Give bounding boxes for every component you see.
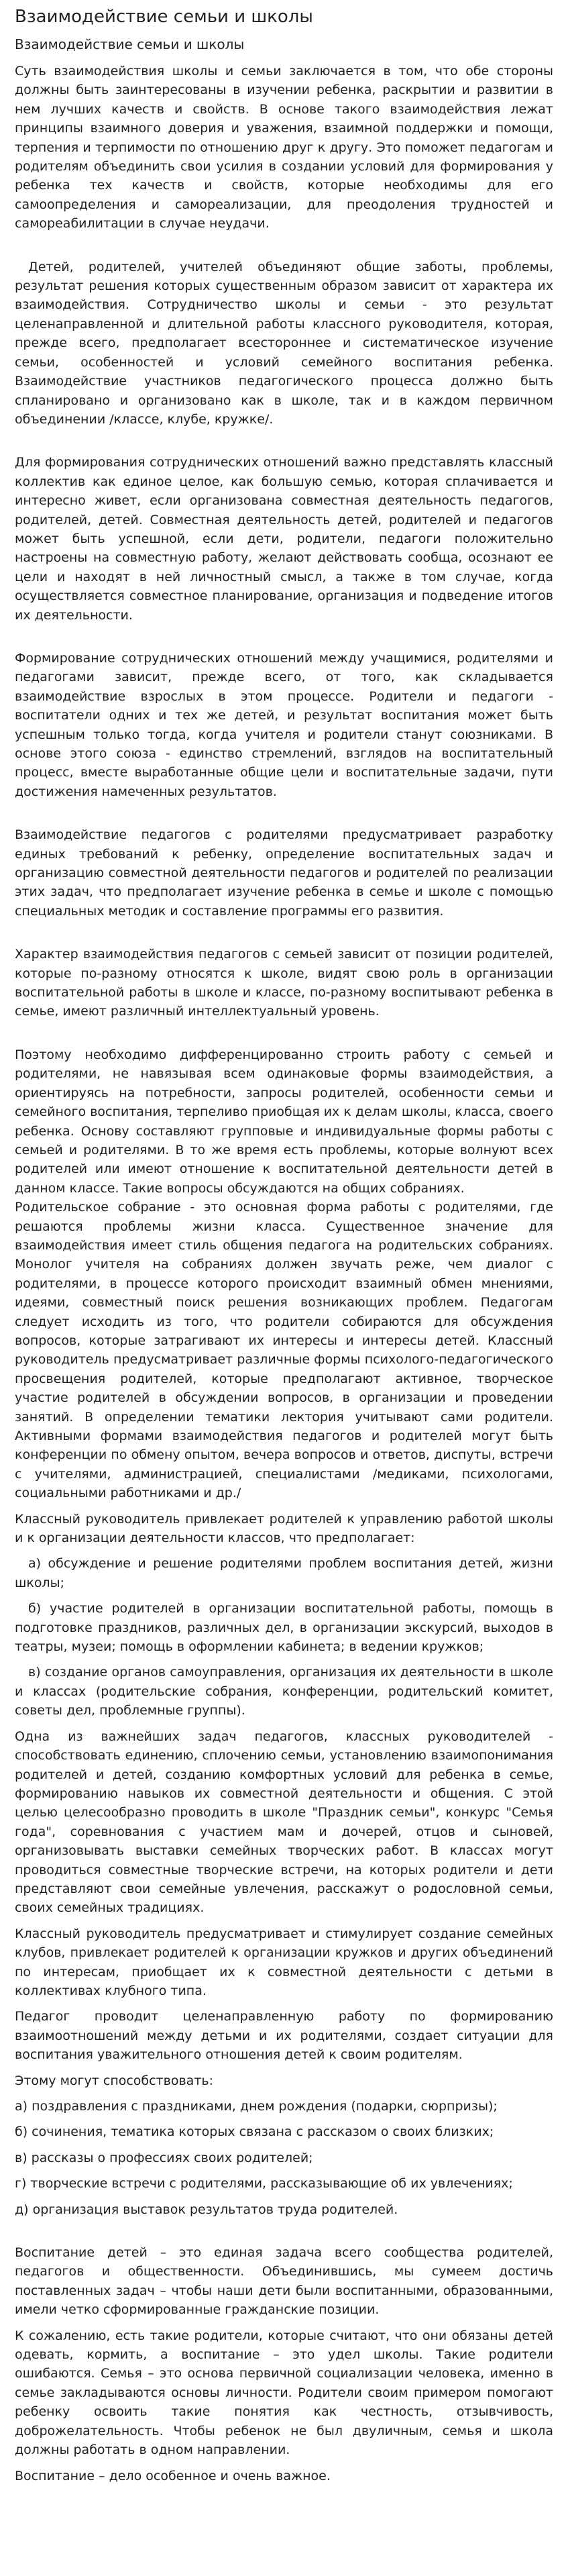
paragraph: Одна из важнейших задач педагогов, классных руководителей - способствовать единению, сплочению семьи, установлению взаимопонимания родителей и детей, созданию комфортных условий для ребенка в семье, формированию навыков их совместной деятельности и общения. С этой целью целесообразно проводить в школе "Праздник семьи", конкурс "Семья года", соревнования с участием мам и дочерей, отцов и сыновей, организовывать выставки семейных творческих работ. В классах могут проводиться совместные творческие встречи, на которых родители и дети представляют свои семейные увлечения, расскажут о родословной семьи, своих семейных традициях. [15,1729,553,1916]
paragraph: б) сочинения, тематика которых связана с рассказом о своих близких; [15,2124,494,2140]
paragraph: г) творческие встречи с родителями, рассказывающие об их увлечениях; [15,2176,513,2192]
paragraph: а) поздравления с праздниками, днем рождения (подарки, сюрпризы); [15,2099,498,2114]
paragraph: Характер взаимодействия педагогов с семьей зависит от позиции родителей, которые по-разному относятся к школе, видят свою роль в организации воспитательной работы в школе и классе, по-разному воспитывают ребенка в семье, имеют различный интеллектуальный уровень. [15,947,553,1019]
paragraph: К сожалению, есть такие родители, которые считают, что они обязаны детей одевать, кормить, а воспитание – это удел школы. Такие родители ошибаются. Семья – это основа первичной социализации человека, именно в семье закладываются основы личности. Родители своим примером помогают ребенку освоить такие понятия как честность, отзывчивость, доброжелательность. Чтобы ребенок не был двуличным, семья и школа должны работать в одном направлении. [15,2328,553,2458]
page-title: Взаимодействие семьи и школы [15,7,313,27]
paragraph: Классный руководитель предусматривает и стимулирует создание семейных клубов, привлекает родителей к организации кружков и других объединений по интересам, приобщает их к совместной деятельности с детьми в коллективах клубного типа. [15,1926,553,1998]
paragraph: Для формирования сотруднических отношений важно представлять классный коллектив как единое целое, как большую семью, которая сплачивается и интересно живет, если организована совместная деятельность педагогов, родителей, детей. Совместная деятельность детей, родителей и педагогов может быть успешной, если дети, родители, педагоги положительно настроены на совместную работу, желают действовать сообща, осознают ее цели и находят в ней личностный смысл, а также в том случае, когда осуществляется совместное планирование, организация и подведение итогов их деятельности. [15,455,553,623]
paragraph: Поэтому необходимо дифференцированно строить работу с семьей и родителями, не навязывая всем одинаковые формы взаимодействия, а ориентируясь на потребности, запросы родителей, особенности семьи и семейного воспитания, терпеливо приобщая их к делам школы, класса, своего ребенка. Основу составляют групповые и индивидуальные формы работы с семьей и родителями. В то же время есть проблемы, которые волнуют всех родителей или имеют отношение к воспитательной деятельности детей в данном классе. Такие вопросы обсуждаются на общих собраниях. Родительское собрание - это основная форма работы с родителями, где решаются проблемы жизни класса. Существенное значение для взаимодействия имеет стиль общения педагога на родительских собраниях. Монолог учителя на собраниях должен звучать реже, чем диалог с родителями, в процессе которого происходит взаимный обмен мнениями, идеями, совместный поиск решения возникающих проблем. Педагогам следует исходить из того, что родители собираются для обсуждения вопросов, которые затрагивают их интересы и интересы детей. Классный руководитель предусматривает различные формы психолого-педагогического просвещения родителей, которые предполагают активное, творческое участие родителей в обсуждении вопросов, в организации и проведении занятий. В определении тематики лектория учитывают сами родители. Активными формами взаимодействия педагогов и родителей могут быть конференции по обмену опытом, вечера вопросов и ответов, диспуты, встречи с учителями, администрацией, специалистами /медиками, психологами, социальными работниками и др./ [15,1047,553,1501]
paragraph: Педагог проводит целенаправленную работу по формированию взаимоотношений между детьми и их родителями, создает ситуации для воспитания уважительного отношения детей к своим родителям. [15,2009,553,2063]
paragraph: Детей, родителей, учителей объединяют общие заботы, проблемы, результат решения которых существенным образом зависит от характера их взаимодействия. Сотрудничество школы и семьи - это результат целенаправленной и длительной работы классного руководителя, которая, прежде всего, предполагает всестороннее и систематическое изучение семьи, особенностей и условий семейного воспитания ребенка. Взаимодействие участников педагогического процесса должно быть спланировано и организовано как в школе, так и в каждом первичном объединении /классе, клубе, кружке/. [15,259,553,427]
paragraph: Этому могут способствовать: [15,2073,213,2088]
paragraph: Суть взаимодействия школы и семьи заключается в том, что обе стороны должны быть заинтересованы в изучении ребенка, раскрытии и развитии в нем лучших качеств и свойств. В основе такого взаимодействия лежат принципы взаимного доверия и уважения, взаимной поддержки и помощи, терпения и терпимости по отношению друг к другу. Это поможет педагогам и родителям объединить свои усилия в создании условий для формирования у ребенка тех качеств и свойств, которые необходимы для его самоопределения и самореализации, для преодоления трудностей и самореабилитации в случае неудачи. [15,64,553,231]
paragraph: в) рассказы о профессиях своих родителей; [15,2150,313,2165]
paragraph: Формирование сотруднических отношений между учащимися, родителями и педагогами зависит, прежде всего, от того, как складывается взаимодействие взрослых в этом процессе. Родители и педагоги - воспитатели одних и тех же детей, и результат воспитания может быть успешным только тогда, когда учителя и родители станут союзниками. В основе этого союза - единство стремлений, взглядов на воспитательный процесс, вместе выработанные общие цели и воспитательные задачи, пути достижения намеченных результатов. [15,650,553,799]
article-body [15,62,553,2485]
paragraph: в) создание органов самоуправления, организация их деятельности в школе и классах (родительские собрания, конференции, родительский комитет, советы дел, проблемные группы). [15,1665,553,1718]
paragraph: Взаимодействие педагогов с родителями предусматривает разработку единых требований к ребенку, определение воспитательных задач и организацию совместной деятельности педагогов и родителей по реализации этих задач, что предполагает изучение ребенка в семье и школе с помощью специальных методик и составление программы его развития. [15,827,553,919]
paragraph: д) организация выставок результатов труда родителей. [15,2202,398,2217]
paragraph: Воспитание – дело особенное и очень важное. [15,2468,331,2483]
page-subtitle: Взаимодействие семьи и школы [15,36,245,52]
paragraph: б) участие родителей в организации воспитательной работы, помощь в подготовке праздников, различных дел, в организации экскурсий, выходов в театры, музеи; помощь в оформлении кабинета; в ведении кружков; [15,1601,553,1655]
paragraph: Классный руководитель привлекает родителей к управлению работой школы и к организации деятельности классов, что предполагает: [15,1511,553,1546]
paragraph: а) обсуждение и решение родителями проблем воспитания детей, жизни школы; [15,1556,553,1590]
paragraph: Воспитание детей – это единая задача всего сообщества родителей, педагогов и общественности. Объединившись, мы сумеем достичь поставленных задач – чтобы наши дети были воспитанными, образованными, имели четко сформированные гражданские позиции. [15,2245,553,2318]
